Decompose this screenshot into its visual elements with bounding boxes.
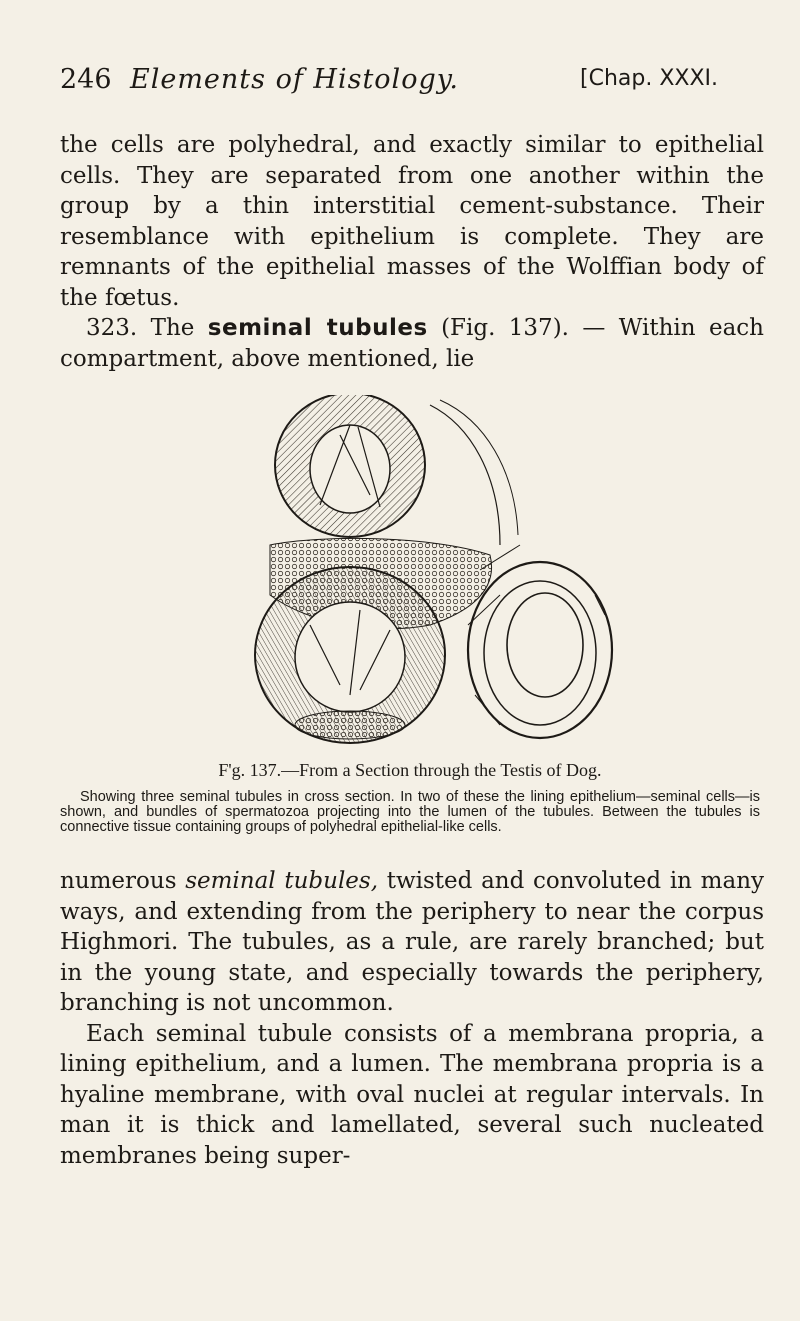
figure-label: F'g. 137.—From a Section through the Testis of Dog.: [218, 760, 602, 780]
figure-caption-text: Showing three seminal tubules in cross section. In two of these the lining epithelium—seminal cells—is shown, and bundles of spermatozoa projecting into the lumen of the tubules. Between the tubules is connective tissue containing groups of polyhedral epithelial-like cells.: [60, 789, 760, 835]
page-number: 246: [60, 64, 112, 95]
paragraph-numerous: [60, 866, 764, 1019]
section-intro: (Fig. 137). — Within each compartment, above mentioned, lie: [60, 315, 764, 372]
paragraph-wolffian: the cells are polyhedral, and exactly similar to epithelial cells. They are separated from one another within the group by a thin interstitial cement-substance. Their resemblance with epithelium is complete. They are remnants of the epithelial masses of the Wolffian body of the fœtus.: [60, 132, 764, 311]
text-block-top: [60, 130, 764, 374]
chapter-label: [Chap. XXXI.: [580, 66, 719, 91]
italic-term: seminal tubules,: [185, 868, 379, 894]
bold-term: seminal tubules: [207, 315, 428, 341]
tubule-lower-left: [255, 567, 445, 743]
paragraph-body: twisted and convoluted in many ways, and extending from the periphery to near the corpus Highmori. The tubules, as a rule, are rarely branched; but in the young state, and especially towards the periphery, branching is not uncommon.: [60, 868, 764, 1016]
tubule-upper: [275, 395, 425, 537]
paragraph-seminal-tubules-heading: [60, 313, 764, 374]
figure-caption: [60, 790, 760, 835]
text-block-bottom: [60, 866, 764, 1171]
paragraph-start: numerous: [60, 868, 177, 894]
running-title: Elements of Histology.: [130, 64, 459, 95]
paragraph-membrana: Each seminal tubule consists of a membrana propria, a lining epithelium, and a lumen. The membrana propria is a hyaline membrane, with oval nuclei at regular intervals. In man it is thick and lamellated, several such nucleated membranes being super-: [60, 1020, 764, 1169]
section-number: 323. The: [86, 315, 195, 341]
testis-section-figure: [200, 395, 620, 747]
